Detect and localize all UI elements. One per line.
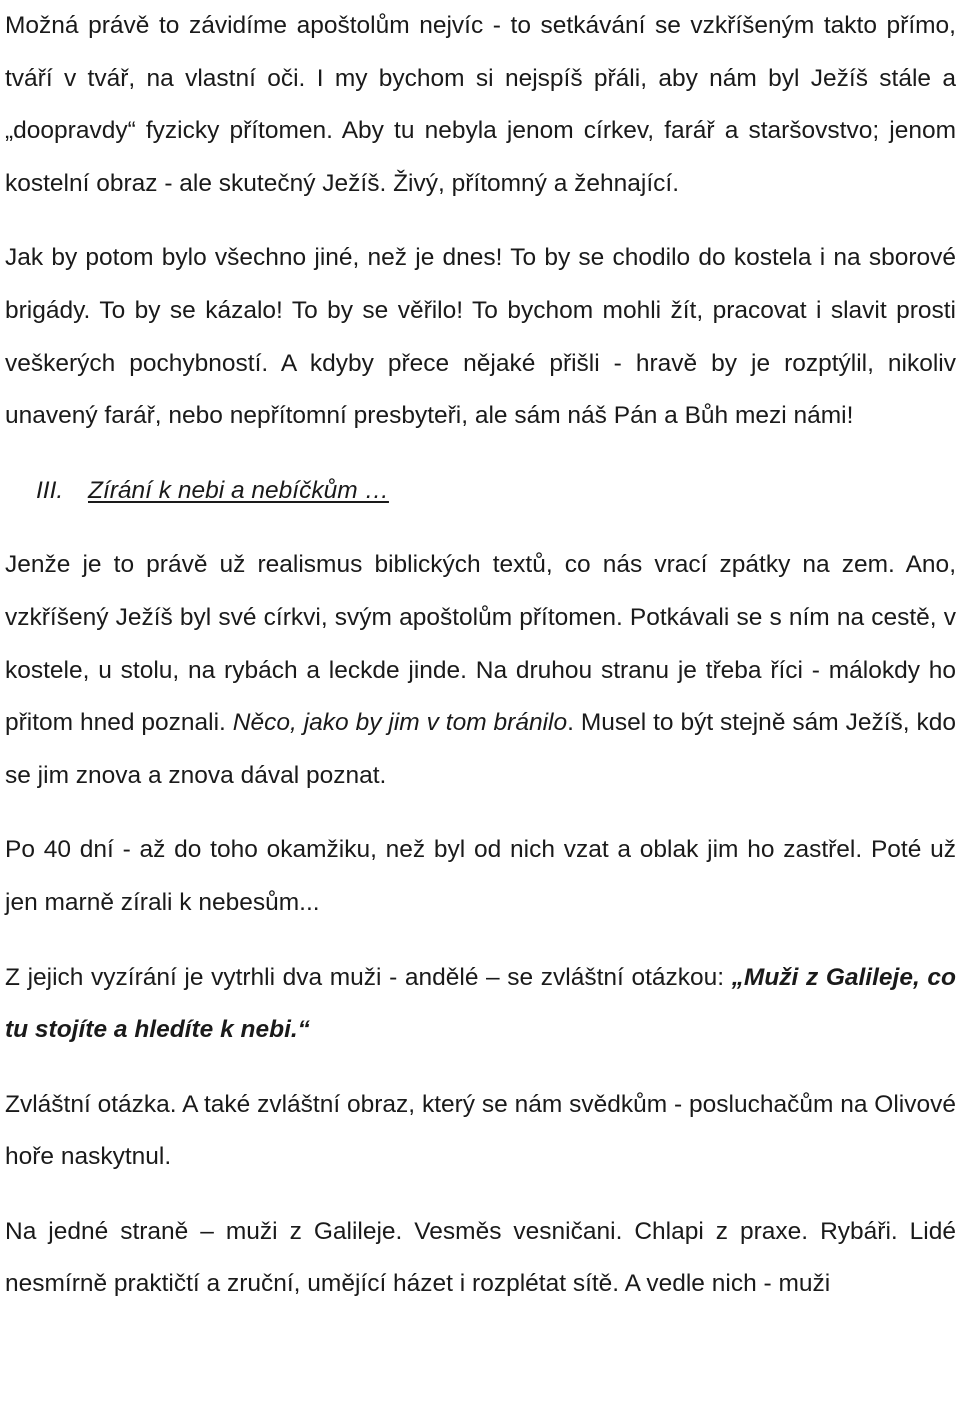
paragraph-5 <box>5 952 956 1057</box>
paragraph-7: Na jedné straně – muži z Galileje. Vesměs vesničani. Chlapi z praxe. Rybáři. Lidé nesmírně praktičtí a zruční, umějící házet i rozplétat sítě. A vedle nich - muži <box>5 1217 956 1298</box>
section-heading <box>5 465 956 518</box>
paragraph-5-part-a: Z jejich vyzírání je vytrhli dva muži - andělé – se zvláštní otázkou: <box>5 963 732 991</box>
document-page <box>5 0 956 1311</box>
paragraph-4: Po 40 dní - až do toho okamžiku, než byl od nich vzat a oblak jim ho zastřel. Poté už jen marně zírali k nebesům... <box>5 836 956 916</box>
paragraph-3-part-a: Jenže je to právě už realismus biblických textů, co nás vrací zpátky na zem. Ano, vzkříšený Ježíš byl své církvi, svým apoštolům přítomen. Potkávali se s ním na cestě, v kostele, u stolu, na rybách a leckde jinde. Na druhou stranu je třeba říci - málokdy ho přitom hned poznali. <box>5 551 956 737</box>
paragraph-3-part-b: . Musel to být stejně sám Ježíš, kdo se jim znova a znova dával poznat. <box>5 709 956 789</box>
paragraph-3 <box>5 539 956 802</box>
paragraph-2: Jak by potom bylo všechno jiné, než je dnes! To by se chodilo do kostela i na sborové brigády. To by se kázalo! To by se věřilo! To bychom mohli žít, pracovat i slavit prosti veškerých pochybností. A kdyby přece nějaké přišli - hravě by je rozptýlil, nikoliv unavený farář, nebo nepřítomní presbyteři, ale sám náš Pán a Bůh mezi námi! <box>5 244 956 430</box>
paragraph-5-quote: „Muži z Galileje, co tu stojíte a hledíte k nebi.“ <box>5 963 956 1044</box>
paragraph-1: Možná právě to závidíme apoštolům nejvíc - to setkávání se vzkříšeným takto přímo, tváří v tvář, na vlastní oči. I my bychom si nejspíš přáli, aby nám byl Ježíš stále a „doopravdy“ fyzicky přítomen. Aby tu nebyla jenom církev, farář a staršovstvo; jenom kostelní obraz - ale skutečný Ježíš. Živý, přítomný a žehnající. <box>5 12 956 197</box>
section-title: Zírání k nebi a nebíčkům … <box>88 476 389 504</box>
section-numeral: III. <box>36 476 64 504</box>
paragraph-6: Zvláštní otázka. A také zvláštní obraz, který se nám svědkům - posluchačům na Olivové hoře naskytnul. <box>5 1090 956 1171</box>
paragraph-3-emphasis: Něco, jako by jim v tom bránilo <box>232 709 568 737</box>
